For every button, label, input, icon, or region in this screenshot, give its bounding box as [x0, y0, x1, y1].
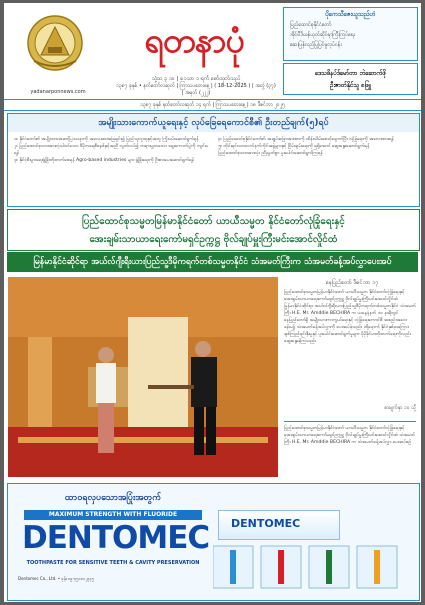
dentomec-advertisement[interactable]	[7, 483, 420, 601]
story-one-paragraph: ၂။ ပြည်ထောင်စုသားအားလုံးပါဝင်သော ဒီမိုကရေစီစနစ်နှင့်အညီ လွတ်လပ်၍ တရားမျှတသော ရွေးကောက်ပွဲကို ကျင်းပရန်	[14, 144, 209, 156]
ad-slogan: ထာဝရလှပသောအပြုံးအတွက်	[64, 493, 162, 503]
continued-on-page[interactable]: စာမျက်နှာ ၁၀ သို့	[384, 405, 416, 411]
story-two-headline-line-2: အေးချမ်းသာယာရေးကော်မရှင်ဥက္ကဋ္ဌ ဗိုလ်ချုပ်မှူးကြီးမင်းအောင်လှိုင်ထံ	[89, 234, 338, 245]
masthead-dateline: သုံ့ထ ၃ ၁၀ | ၁ေသာ ၁ ရက် စော်ထုတ်သည်	[151, 76, 241, 82]
story-two-headline[interactable]	[7, 209, 420, 251]
story-one	[7, 113, 420, 207]
feature-line-2: ဦးဇာတ်နိုင်သူ ၈ဖြူ	[330, 82, 371, 89]
state-emblem-icon	[24, 11, 86, 75]
story-two-body: ပြည်ထောင်စုသမ္မတမြန်မာနိုင်ငံတော် ယာယီသမ္မတ နိုင်ငံတော်လုံခြုံရေးနှင့် အေးချမ်းသာယာရေးကော်မရှင်ဥက္ကဋ္ဌ ဗိုလ်ချုပ်မှူးကြီးမင်းအောင်လှိုင်ထံ မြန်မာနိုင်ငံဆိုင်ရာ အယ်လ်ဂျီးရီးယားပြည်သူ့ဒီမိုကရက်တစ်သမ္မတနိုင်ငံ သံအမတ်ကြီး H.E. Mr. Amddie BECHIRA က ယနေ့နံနက် ၁၀ နာရီတွင် နေပြည်တော်ရှိ အမျိုးသားကာကွယ်ရေးနှင့် လုံခြုံရေးကောင်စီ အစည်းအဝေးခန်းမ၌ သံအမတ်ခန့်အပ်လွှာကို ပေးအပ်ခဲ့သည်။ ထို့နောက် နိုင်ငံနှစ်ခုအကြား ချစ်ကြည်ရင်းနှီးမှုနှင့် ပူးပေါင်းဆောင်ရွက်မှုများ ပိုမိုခိုင်မာတိုးတက်ရေးကိုလည်း ဆွေးနွေးခဲ့ကြသည်။	[284, 290, 416, 344]
masthead-issue-info: ၁၃၈၇ ခုနှစ် • နတ်တော်လဆုတ် | ကြာသပတေးနေ့ | ( 18-12-2025 ) | အတွဲ (၃၇) | အမှတ် (၂၂၂)	[116, 83, 276, 96]
newspaper-logo: ရတနာပုံ	[144, 21, 244, 61]
story-one-column-right	[218, 136, 414, 204]
story-one-column-left	[14, 136, 210, 204]
story-two-dateline: နေပြည်တော် ဒီဇင်ဘာ ၁၇	[325, 280, 379, 286]
issue-date-bar: ၁၃၈၇ ခုနှစ် နတ်တော်လဆုတ် ၁၄ ရက် | ကြာသပတေးနေ့ | ၁၈ ဒီဇင်ဘာ ၂၀၂၅	[4, 99, 421, 111]
story-two-subheadline: မြန်မာနိုင်ငံဆိုင်ရာ အယ်လ်ဂျီးရီးယားပြည်သူ့ဒီမိုကရက်တစ်သမ္မတနိုင်ငံ သံအမတ်ကြီးက သံအမတ်ခန့်အပ်လွှာပေးအပ်	[7, 252, 418, 272]
ceremony-photo	[8, 277, 278, 477]
contents-title: ပိုကေသီဇေးယူသည်ဟံ	[325, 11, 376, 18]
story-one-paragraph: ၄။ ပြည်ထောင်စုနိုင်ငံတော်၏ အချုပ်အခြာအာဏာကို ထိန်းသိမ်းစောင့်ရှောက်ပြီး လုံခြုံရေးကို အလေးထားရန်	[218, 137, 394, 142]
toothpaste-box-icon	[218, 510, 340, 540]
contents-item[interactable]: အိုင်ဗီဒိယန်ယုတ်ဆိုင်ရာကြီးကြပ်ရေး	[290, 32, 355, 38]
photo-caption: ပြည်ထောင်စုသမ္မတမြန်မာနိုင်ငံတော် ယာယီသမ္မတ နိုင်ငံတော်လုံခြုံရေးနှင့် အေးချမ်းသာယာရေးကော်မရှင်ဥက္ကဋ္ဌ ဗိုလ်ချုပ်မှူးကြီးမင်းအောင်လှိုင်ထံ သံအမတ်ကြီး H.E. Mr. Amddie BECHIRA က သံအမတ်ခန့်အပ်လွှာ ပေးအပ်စဉ်	[284, 421, 416, 481]
ad-brand-name: DENTOMEC	[22, 520, 210, 556]
story-one-paragraph: ၁။ နိုင်ငံတော်၏ အမျိုးသားအဆင့်ပြဿနာကို အလေးထားဖြေရှင်း၍ ပြည်သူလူထုနှင့်အတူ ကြိုးပမ်းဆောင်ရွက်ရန်	[14, 137, 199, 142]
ad-banner: MAXIMUM STRENGTH WITH FLUORIDE	[24, 510, 202, 520]
toothbrush-packs-image	[213, 542, 413, 592]
feature-line-1: ဒေသဖိနပ်ဒ်မော်တာ ဘဲဆောက်ဖို	[315, 70, 386, 77]
story-one-paragraph: ၅။ တိုင်းရင်းသားလက်နက်ကိုင်အဖွဲ့များနှင့် ငြိမ်းချမ်းရေးကို ရရှိအောင် ဆွေးနွေးဆောင်ရွက်ရန်	[218, 144, 370, 149]
ad-address: Dentomec Co., Ltd. • ဖုန်း ၀၉-၄၅၀၀၁၂၃၄၅	[18, 576, 94, 581]
contents-item[interactable]: ပြည်ထောင်စုနိုင်ငံတော်	[290, 22, 332, 28]
website-url[interactable]: yadanarponnews.com	[30, 89, 86, 95]
contents-box	[283, 7, 418, 61]
masthead	[4, 3, 421, 97]
story-one-paragraph: ပြည်ထောင်စုသားအားလုံး ညီညွတ်စွာ ပူးပေါင်းဆောင်ရွက်ကြရန်	[218, 151, 323, 156]
feature-teaser[interactable]	[283, 63, 418, 95]
story-one-headline[interactable]: အမျိုးသားကောက်ယူရေးနှင့် လုပ်ခြေရေကောင်စီ၏ ဦးတည်ချက်(၅)ရပ်	[8, 114, 419, 132]
newspaper-page	[4, 3, 421, 602]
contents-item[interactable]: ဆေးပြန်လည်ပြုပြင်မှုလုပ်ငန်း	[290, 42, 342, 48]
ad-tagline: TOOTHPASTE FOR SENSITIVE TEETH & CAVITY PRESERVATION	[26, 560, 200, 566]
story-two-headline-line-1: ပြည်ထောင်စုသမ္မတမြန်မာနိုင်ငံတော် ယာယီသမ္မတ နိုင်ငံတော်လုံခြုံရေးနှင့်	[82, 216, 345, 227]
story-one-paragraph: ၃။ နိုင်ငံ့စီးပွားရေးဖွံ့ဖြိုးတိုးတက်စေရန် Agro-based industries များ ဖွံ့ဖြိုးရေးကို ဦးစားပေးဆောင်ရွက်ရန်	[14, 158, 195, 163]
ad-box-brand: DENTOMEC	[231, 517, 301, 530]
